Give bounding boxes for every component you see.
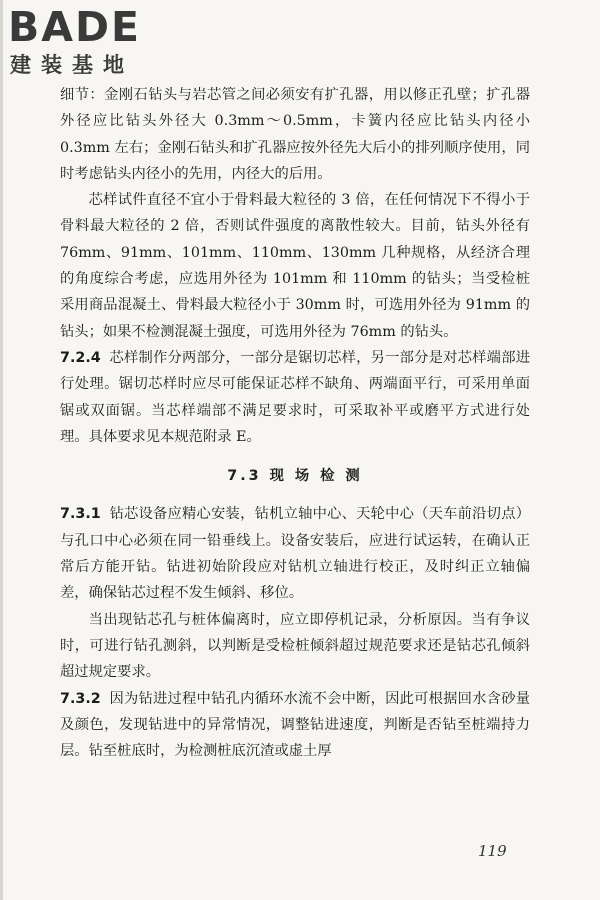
clause-7-3-1 — [60, 501, 530, 606]
clause-text: 钻芯设备应精心安装，钻机立轴中心、天轮中心（天车前沿切点）与孔口中心必须在同一铅垂线上。设备安装后，应进行试运转，在确认正常后方能开钻。钻进初始阶段应对钻机立轴进行校正，及时纠正立轴偏差，确保钻芯过程不发生倾斜、移位。 — [60, 506, 530, 602]
logo-text-top: BADE — [8, 3, 142, 51]
paragraph-continued: 细节：金刚石钻头与岩芯管之间必须安有扩孔器，用以修正孔壁；扩孔器外径应比钻头外径大 0.3mm～0.5mm，卡簧内径应比钻头内径小 0.3mm 左右；金刚石钻头和扩孔器应按外径先大后小的排列顺序使用，同时考虑钻头内径小的先用，内径大的后用。 — [60, 87, 530, 182]
logo-text-bottom: 建装基地 — [10, 53, 134, 77]
clause-number: 7.2.4 — [60, 349, 101, 366]
watermark-logo — [6, 4, 176, 90]
clause-number: 7.3.2 — [60, 690, 101, 707]
page-edge — [0, 0, 3, 900]
clause-7-3-2 — [60, 686, 530, 765]
clause-number: 7.3.1 — [60, 506, 101, 523]
paragraph-core-diameter: 芯样试件直径不宜小于骨料最大粒径的 3 倍，在任何情况下不得小于骨料最大粒径的 2 倍，否则试件强度的离散性较大。目前，钻头外径有 76mm、91mm、101mm、110mm、130mm 几种规格，从经济合理的角度综合考虑，应选用外径为 101mm 和 110mm 的钻头；当受检桩采用商品混凝土、骨料最大粒径小于 30mm 时，可选用外径为 91mm 的钻头；如果不检测混凝土强度，可选用外径为 76mm 的钻头。 — [60, 192, 530, 340]
clause-7-2-4 — [60, 345, 530, 450]
page-body — [60, 82, 530, 764]
page-number: 119 — [478, 842, 507, 860]
section-title: 7.3 现 场 检 测 — [227, 468, 363, 485]
paragraph-deviation: 当出现钻芯孔与桩体偏离时，应立即停机记录，分析原因。当有争议时，可进行钻孔测斜，以判断是受检桩倾斜超过规范要求还是钻芯孔倾斜超过规定要求。 — [60, 611, 530, 681]
clause-text: 因为钻进过程中钻孔内循环水流不会中断，因此可根据回水含砂量及颜色，发现钻进中的异常情况，调整钻进速度，判断是否钻至桩端持力层。钻至桩底时，为检测桩底沉渣或虚土厚 — [60, 690, 530, 760]
clause-text: 芯样制作分两部分，一部分是锯切芯样，另一部分是对芯样端部进行处理。锯切芯样时应尽可能保证芯样不缺角、两端面平行，可采用单面锯或双面锯。当芯样端部不满足要求时，可采取补平或磨平方式进行处理。具体要求见本规范附录 E。 — [60, 349, 530, 445]
